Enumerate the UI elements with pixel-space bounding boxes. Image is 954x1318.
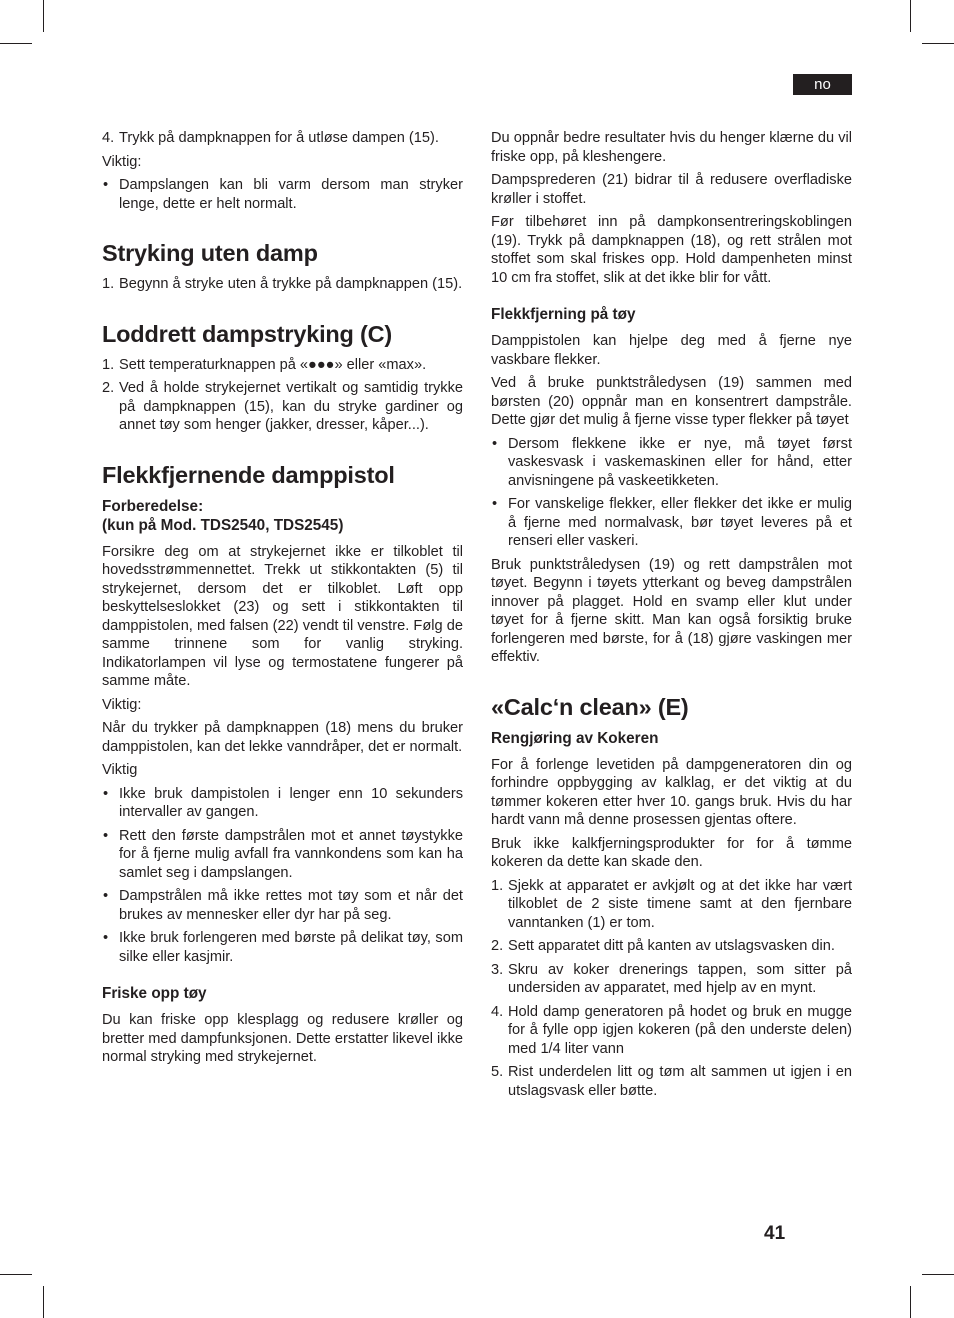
crop-mark xyxy=(43,0,44,32)
section-title-loddrett: Loddrett dampstryking (C) xyxy=(102,320,393,347)
list-item: • Ikke bruk forlengeren med børste på delikat tøy, som silke eller kasjmir. xyxy=(103,930,463,965)
flekk-bullets xyxy=(491,435,852,551)
list-item: 2. Ved å holde strykejernet vertikalt og samtidig trykke på dampknappen (15), kan du stryke gardiner og annet tøy som henger (jakker, dresser, kåper...). xyxy=(102,380,463,433)
paragraph: Dampsprederen (21) bidrar til å redusere overfladiske krøller i stoffet. xyxy=(491,172,852,207)
list-item: • Dersom flekkene ikke er nye, må tøyet først vaskesvask i vaskemaskinen eller for hånd, etter anvisningene på vaskeetikketen. xyxy=(492,435,852,489)
crop-mark xyxy=(910,1286,911,1318)
list-item: • Dampstrålen må ikke rettes mot tøy som et når det brukes av mennesker eller dyr har på seg. xyxy=(103,888,463,923)
crop-mark xyxy=(922,43,954,44)
paragraph: Ved å bruke punktstråledysen (19) sammen med børsten (20) oppnår man en konsentrert dampstråle. Dette gjør det mulig å fjerne visse typer flekker på tøyet xyxy=(491,375,852,428)
list-item: 1. Sett temperaturknappen på «●●●» eller «max». xyxy=(102,356,427,373)
paragraph: Du oppnår bedre resultater hvis du henger klærne du vil friske opp, på kleshengere. xyxy=(491,130,852,165)
paragraph: Damppistolen kan hjelpe deg med å fjerne nye vaskbare flekker. xyxy=(491,333,852,368)
stryking-steps xyxy=(102,275,463,294)
list-item: • For vanskelige flekker, eller flekker det ikke er mulig å fjerne med normalvask, bør tøyet leveres på et renseri eller vaskeri. xyxy=(492,496,852,549)
section-title-flekkfjernende: Flekkfjernende damppistol xyxy=(102,461,395,488)
paragraph: For å forlenge levetiden på dampgeneratoren din og forhindre oppbygging av kalklag, er det viktig at du tømmer kokeren etter hver 10. gangs bruk. Hvis du har hardt vann må denne prosessen gjentas oftere. xyxy=(491,756,852,828)
section-title-stryking: Stryking uten damp xyxy=(102,240,318,266)
note-bullets xyxy=(102,176,463,213)
list-item: 1. Sjekk at apparatet er avkjølt og at det ikke har vært tilkoblet de 2 siste timene samt at den fjernbare vanntanken (1) er tom. xyxy=(491,877,852,931)
step-text: Trykk på dampknappen for å utløse dampen (15). xyxy=(119,130,439,146)
list-item: 1. Begynn å stryke uten å trykke på dampknappen (15). xyxy=(102,276,463,292)
note-label: Viktig: xyxy=(102,153,142,170)
list-item: • Dampslangen kan bli varm dersom man stryker lenge, dette er helt normalt. xyxy=(103,177,463,212)
list-item: 4. Hold damp generatoren på hodet og bruk en mugge for å fylle opp igjen kokeren (på den underste delen) med 1/4 liter vann xyxy=(491,1003,852,1057)
left-column xyxy=(102,129,463,1072)
warning-bullets xyxy=(102,785,463,967)
paragraph: Før tilbehøret inn på dampkonsentreringskoblingen (19). Trykk på dampknappen (18), og rett strålen mot stoffet som skal friskes opp. Hold dampenheten minst 10 cm fra stoffet, slik at det ikke blir for vått. xyxy=(491,214,852,286)
subtitle-flekkfjerning: Flekkfjerning på tøy xyxy=(491,306,636,323)
right-column xyxy=(491,129,852,1105)
list-item xyxy=(102,129,463,148)
note-label: Viktig xyxy=(102,762,138,778)
subtitle-forberedelse: Forberedelse: (kun på Mod. TDS2540, TDS2545) xyxy=(102,497,344,534)
page-number: 41 xyxy=(764,1223,786,1244)
paragraph: Bruk punktstråledysen (19) og rett dampstrålen mot tøyet. Begynn i tøyets ytterkant og beveg dampstrålen innover på plagget. Hold en svamp eller klut under tøyet for å fjerne skitt. Man kan også forsiktig bruke forlengeren med børste, for å (18) gjøre vaskingen mer effektiv. xyxy=(491,556,852,665)
note-label: Viktig: xyxy=(102,696,142,713)
paragraph: Bruk ikke kalkfjerningsprodukter for for å tømme kokeren da dette kan skade den. xyxy=(491,835,852,870)
list-item: • Rett den første dampstrålen mot et annet tøystykke for å fjerne mulig avfall fra vannkondens som kan ha samlet seg i dampslangen. xyxy=(103,827,463,881)
list-item: 5. Rist underdelen litt og tøm alt sammen ut igjen i en utslagsvask eller bøtte. xyxy=(491,1064,852,1099)
loddrett-steps xyxy=(102,356,463,435)
paragraph: Du kan friske opp klesplagg og redusere krøller og bretter med dampfunksjonen. Dette erstatter likevel ikke normal stryking med strykejernet. xyxy=(102,1012,463,1065)
language-badge: no xyxy=(793,74,852,95)
crop-mark xyxy=(910,0,911,32)
paragraph: Forsikre deg om at strykejernet ikke er tilkoblet til hovedsstrømmennettet. Trekk ut stikkontakten (5) til strykejernet, dersom det er tilkoblet. Løft opp beskyttelseslokket (23) og sett i stikkontakten til damppistolen, med falsen (22) vendt til venstre. Følg de samme trinnene som for vanlig stryking. Indikatorlampen vil lyse og termostatene fungerer på samme måte. xyxy=(102,543,463,689)
calc-steps xyxy=(491,877,852,1101)
continued-steps xyxy=(102,129,463,148)
section-title-calc-clean: «Calc‘n clean» (E) xyxy=(491,693,689,720)
crop-mark xyxy=(0,1274,32,1275)
crop-mark xyxy=(0,43,32,44)
paragraph: Når du trykker på dampknappen (18) mens du bruker damppistolen, kan det lekke vanndråper, det er normalt. xyxy=(102,720,463,755)
subtitle-rengjoring: Rengjøring av Kokeren xyxy=(491,729,659,747)
subtitle-friske: Friske opp tøy xyxy=(102,985,207,1002)
step-number: 4. xyxy=(102,130,115,146)
crop-mark xyxy=(43,1286,44,1318)
list-item: 2. Sett apparatet ditt på kanten av utslagsvasken din. xyxy=(491,938,835,954)
crop-mark xyxy=(922,1274,954,1275)
list-item: 3. Skru av koker drenerings tappen, som sitter på undersiden av apparatet, med hjelp av en mynt. xyxy=(491,961,852,996)
list-item: • Ikke bruk dampistolen i lenger enn 10 sekunders intervaller av gangen. xyxy=(103,785,463,820)
